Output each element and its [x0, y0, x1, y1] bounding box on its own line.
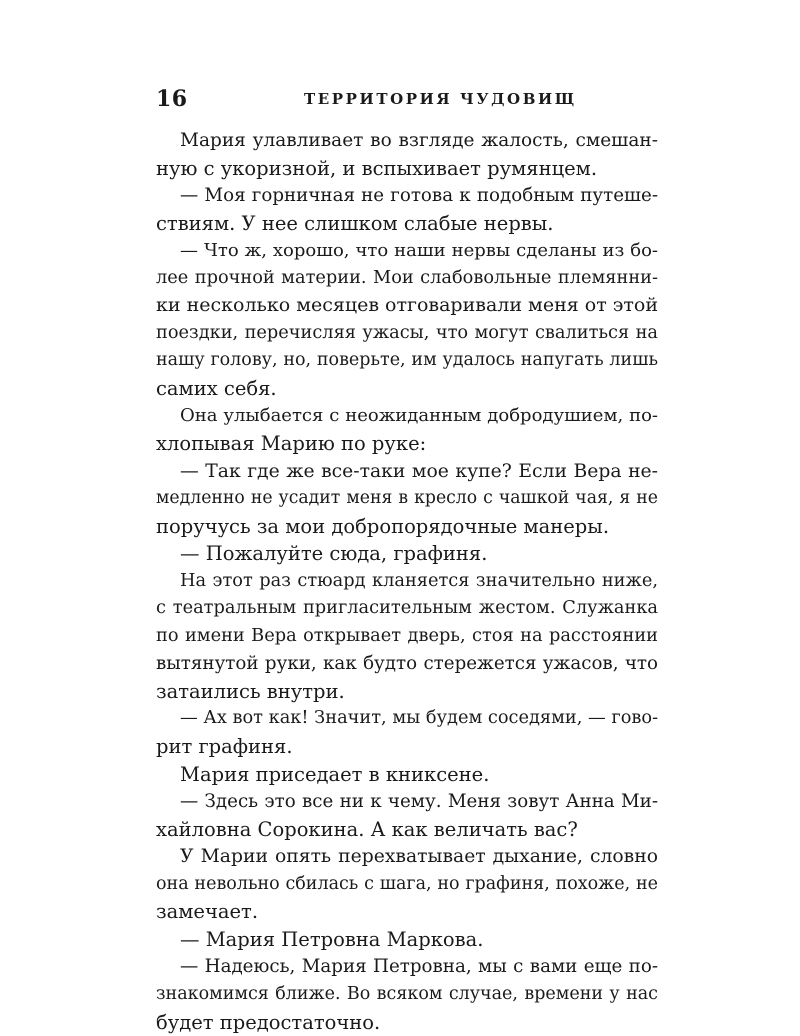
text-line: хайловна Сорокина. А как величать вас? — [156, 816, 658, 844]
text-line: с театральным пригласительным жестом. Служанка — [156, 595, 658, 623]
page-number: 16 — [156, 86, 188, 112]
text-line: по имени Вера открывает дверь, стоя на расстоянии — [156, 623, 658, 651]
text-line: — Пожалуйте сюда, графиня. — [156, 540, 658, 568]
text-line: — Моя горничная не готова к подобным путеше- — [156, 182, 658, 210]
text-line: Она улыбается с неожиданным добродушием, по- — [156, 402, 658, 430]
text-line: — Мария Петровна Маркова. — [156, 926, 658, 954]
text-line: поручусь за мои добропорядочные манеры. — [156, 513, 658, 541]
text-line: ствиям. У нее слишком слабые нервы. — [156, 210, 658, 238]
text-line: — Что ж, хорошо, что наши нервы сделаны из бо- — [156, 237, 658, 265]
text-line: нашу голову, но, поверьте, им удалось напугать лишь — [156, 347, 658, 375]
text-line: она невольно сбилась с шага, но графиня, похоже, не — [156, 871, 658, 899]
running-head — [156, 86, 658, 116]
text-line: хлопывая Марию по руке: — [156, 430, 658, 458]
body-text — [156, 127, 658, 1036]
text-line: будет предостаточно. — [156, 1009, 658, 1036]
text-line: — Надеюсь, Мария Петровна, мы с вами еще по- — [156, 953, 658, 981]
text-line: ки несколько месяцев отговаривали меня от этой — [156, 292, 658, 320]
text-line: — Так где же все-таки мое купе? Если Вера не- — [156, 458, 658, 486]
text-line: самих себя. — [156, 375, 658, 403]
text-line: рит графиня. — [156, 733, 658, 761]
text-line: замечает. — [156, 898, 658, 926]
text-line: медленно не усадит меня в кресло с чашкой чая, я не — [156, 485, 658, 513]
text-line: ную с укоризной, и вспыхивает румянцем. — [156, 155, 658, 183]
text-line: лее прочной материи. Мои слабовольные племянни- — [156, 265, 658, 293]
text-line: Мария приседает в книксене. — [156, 761, 658, 789]
text-line: — Здесь это все ни к чему. Меня зовут Анна Ми- — [156, 788, 658, 816]
text-line: На этот раз стюард кланяется значительно ниже, — [156, 568, 658, 596]
running-title: ТЕРРИТОРИЯ ЧУДОВИЩ — [304, 90, 577, 108]
text-line: знакомимся ближе. Во всяком случае, времени у нас — [156, 981, 658, 1009]
text-line: поездки, перечисляя ужасы, что могут свалиться на — [156, 320, 658, 348]
text-line: У Марии опять перехватывает дыхание, словно — [156, 843, 658, 871]
text-line: Мария улавливает во взгляде жалость, смешан- — [156, 127, 658, 155]
text-line: затаились внутри. — [156, 678, 658, 706]
text-line: вытянутой руки, как будто стережется ужасов, что — [156, 650, 658, 678]
text-line: — Ах вот как! Значит, мы будем соседями, — гово- — [156, 705, 658, 733]
